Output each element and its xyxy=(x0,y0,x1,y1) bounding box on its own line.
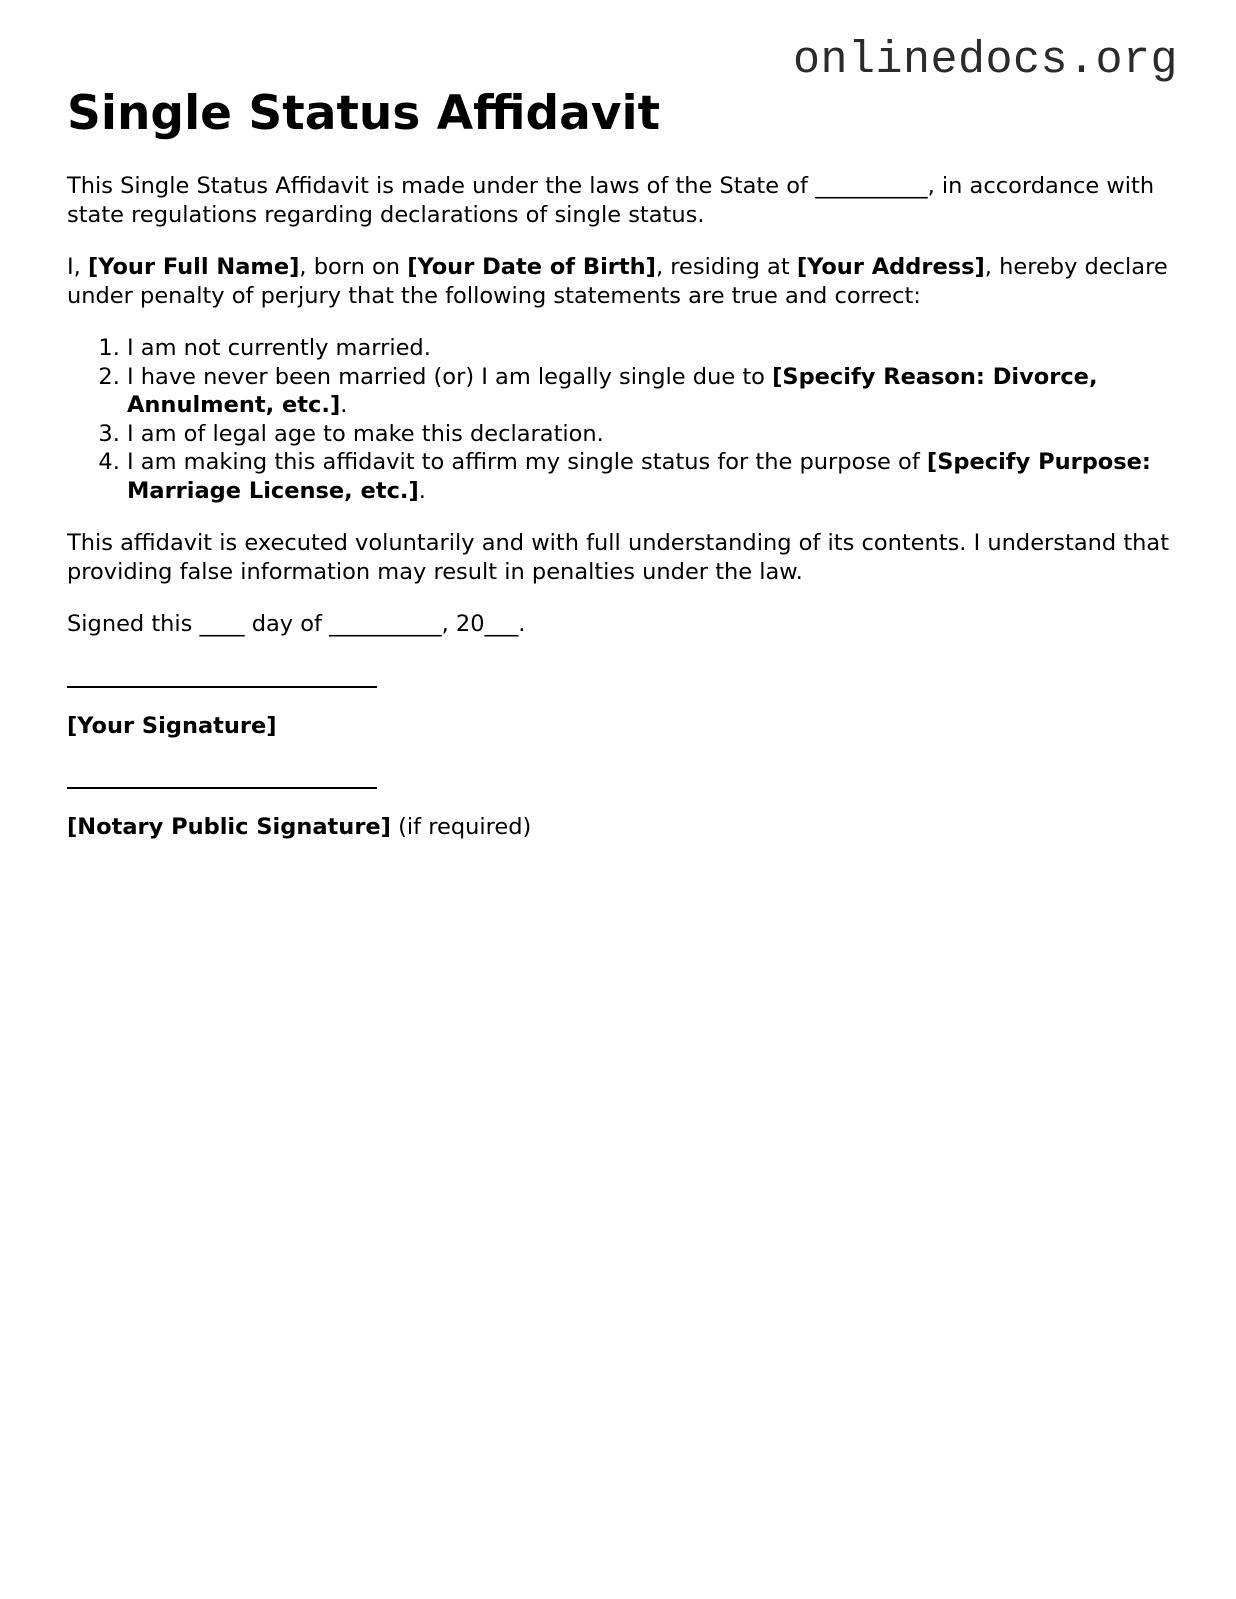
notary-note: (if required) xyxy=(390,814,532,841)
signed-date-line: Signed this ____ day of __________, 20___. xyxy=(67,611,526,638)
purpose-placeholder: [Specify Purpose: Marriage License, etc.] xyxy=(127,449,1151,504)
signature-label xyxy=(67,712,1177,741)
list-item xyxy=(127,448,1177,505)
intro-paragraph: This Single Status Affidavit is made under the laws of the State of __________, in accordance with state regulations regarding declarations of single status. xyxy=(67,173,1155,228)
notary-signature-line xyxy=(67,787,377,789)
statement-end: . xyxy=(418,477,426,504)
statement-end: . xyxy=(340,392,348,419)
declaration-residing: , residing at xyxy=(655,254,797,281)
document-page xyxy=(67,86,1177,842)
full-name-placeholder: [Your Full Name] xyxy=(87,254,300,281)
document-title: Single Status Affidavit xyxy=(67,86,661,141)
statement-text: I have never been married (or) I am legally single due to xyxy=(127,363,773,390)
declaration-born-on: , born on xyxy=(299,254,408,281)
list-item xyxy=(127,334,1177,363)
reason-placeholder: [Specify Reason: Divorce, Annulment, etc.] xyxy=(127,363,1098,419)
dob-placeholder: [Your Date of Birth] xyxy=(407,254,656,281)
statement-text: I am making this affidavit to affirm my single status for the purpose of xyxy=(127,449,927,476)
declaration-suffix: , hereby declare under penalty of perjury that the following statements are true and correct: xyxy=(67,254,1168,309)
statement-text: I am not currently married. xyxy=(127,335,431,362)
execution-paragraph: This affidavit is executed voluntarily and with full understanding of its contents. I understand that providing false information may result in penalties under the law. xyxy=(67,530,1170,585)
list-item xyxy=(127,363,1177,420)
declaration-paragraph xyxy=(67,253,1177,310)
your-signature-label: [Your Signature] xyxy=(67,712,277,739)
notary-signature-label: [Notary Public Signature] xyxy=(67,814,391,841)
notary-label-line xyxy=(67,813,1177,842)
watermark-logo: onlinedocs.org xyxy=(792,35,1178,86)
statement-text: I am of legal age to make this declaration. xyxy=(127,420,604,447)
statement-list xyxy=(67,334,1177,505)
address-placeholder: [Your Address] xyxy=(796,254,985,281)
list-item xyxy=(127,420,1177,449)
declaration-prefix: I, xyxy=(67,254,88,281)
signature-line xyxy=(67,686,377,688)
